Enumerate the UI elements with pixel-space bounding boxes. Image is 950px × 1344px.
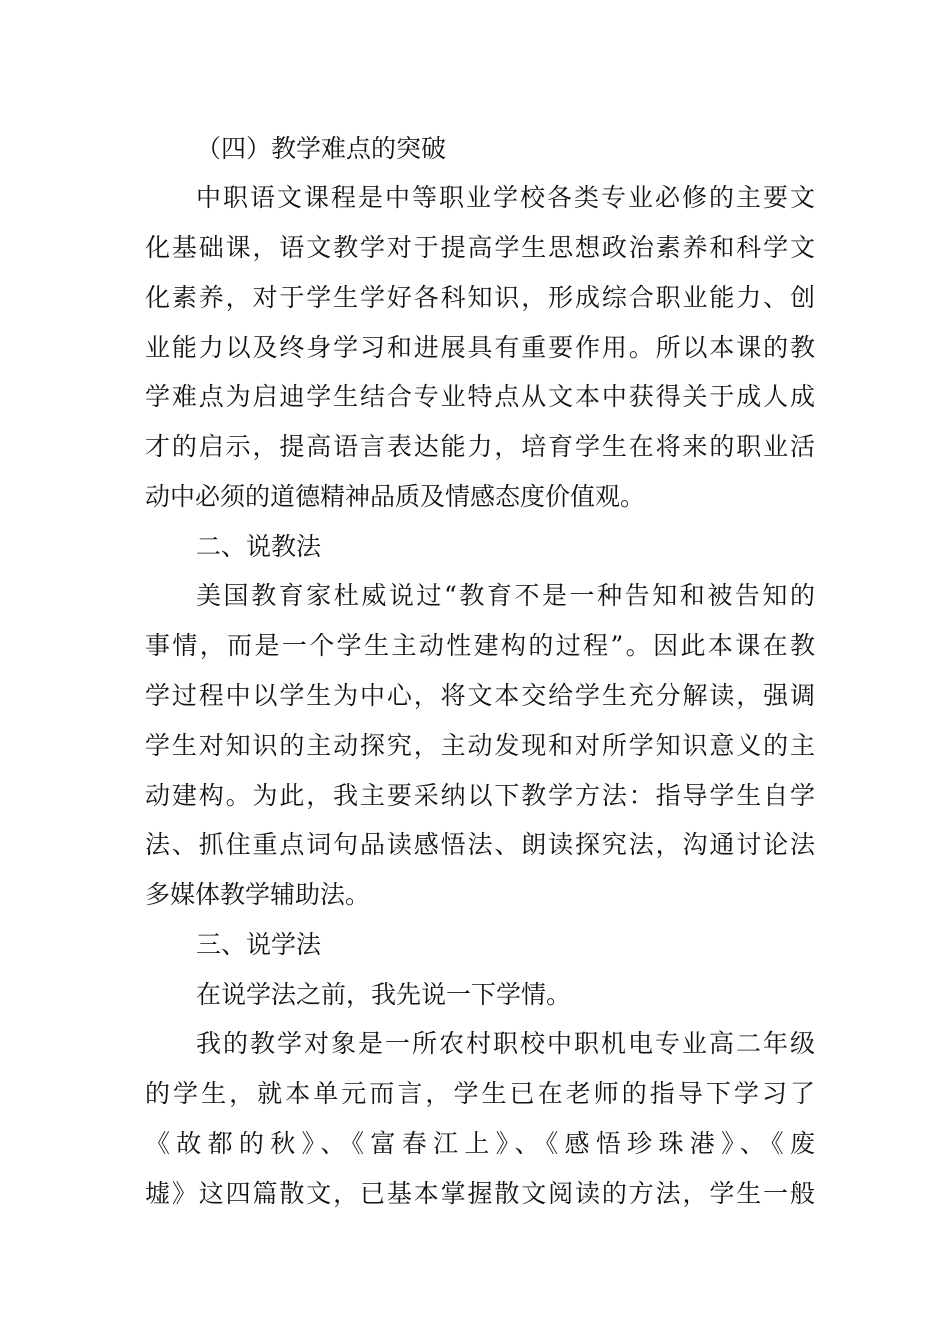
heading-teaching-difficulty: （四）教学难点的突破 <box>196 134 447 163</box>
paragraph-line: 化基础课，语文教学对于提高学生思想政治素养和科学文 <box>145 233 815 262</box>
heading-teaching-method: 二、说教法 <box>196 532 322 561</box>
paragraph-line: 动中必须的道德精神品质及情感态度价值观。 <box>145 482 646 511</box>
paragraph-line: 的学生，就本单元而言，学生已在老师的指导下学习了 <box>145 1079 815 1108</box>
paragraph-line: 学生对知识的主动探究，主动发现和对所学知识意义的主 <box>145 731 815 760</box>
paragraph-line: 法、抓住重点词句品读感悟法、朗读探究法，沟通讨论法 <box>145 830 815 859</box>
paragraph-line: 墟》这四篇散文，已基本掌握散文阅读的方法，学生一般 <box>145 1179 815 1208</box>
paragraph-line: 业能力以及终身学习和进展具有重要作用。所以本课的教 <box>145 333 815 362</box>
paragraph-line: 动建构。为此，我主要采纳以下教学方法：指导学生自学 <box>145 781 815 810</box>
paragraph-line: 美国教育家杜威说过“教育不是一种告知和被告知的 <box>196 581 815 610</box>
paragraph-line: 在说学法之前，我先说一下学情。 <box>196 980 572 1009</box>
paragraph-line: 才的启示，提高语言表达能力，培育学生在将来的职业活 <box>145 432 815 461</box>
paragraph-line: 化素养，对于学生学好各科知识，形成综合职业能力、创 <box>145 283 815 312</box>
paragraph-line: 《故都的秋》、《富春江上》、《感悟珍珠港》、《废 <box>145 1129 815 1158</box>
paragraph-line: 多媒体教学辅助法。 <box>145 880 371 909</box>
paragraph-line: 学过程中以学生为中心，将文本交给学生充分解读，强调 <box>145 681 815 710</box>
heading-learning-method: 三、说学法 <box>196 930 322 959</box>
paragraph-line: 学难点为启迪学生结合专业特点从文本中获得关于成人成 <box>145 382 815 411</box>
paragraph-line: 中职语文课程是中等职业学校各类专业必修的主要文 <box>196 183 815 212</box>
paragraph-line: 我的教学对象是一所农村职校中职机电专业高二年级 <box>196 1029 815 1058</box>
paragraph-line: 事情，而是一个学生主动性建构的过程”。因此本课在教 <box>145 631 815 660</box>
